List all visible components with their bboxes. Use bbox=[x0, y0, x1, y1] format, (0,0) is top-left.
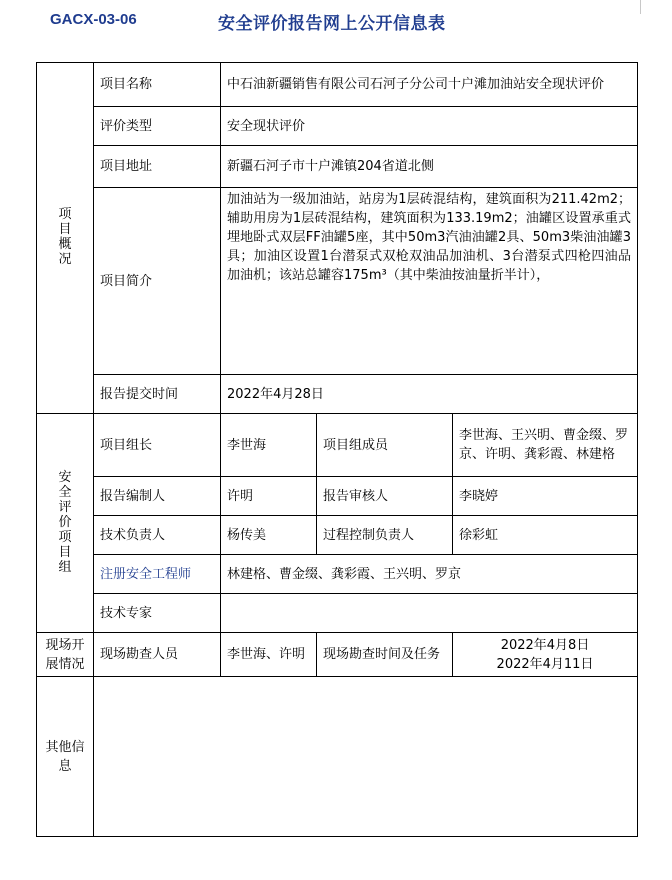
row-author bbox=[37, 477, 638, 516]
process-ctrl-value: 徐彩虹 bbox=[453, 516, 638, 555]
address-value: 新疆石河子市十户滩镇204省道北侧 bbox=[221, 146, 638, 188]
row-submit-time bbox=[37, 375, 638, 414]
author-label: 报告编制人 bbox=[94, 477, 221, 516]
eval-type-label: 评价类型 bbox=[94, 107, 221, 146]
project-name-label: 项目名称 bbox=[94, 63, 221, 107]
author-value: 许明 bbox=[221, 477, 317, 516]
row-expert bbox=[37, 594, 638, 633]
row-other bbox=[37, 677, 638, 837]
expert-value bbox=[221, 594, 638, 633]
row-eval-type bbox=[37, 107, 638, 146]
info-table bbox=[36, 62, 638, 837]
survey-staff-value: 李世海、许明 bbox=[221, 633, 317, 677]
row-project-name bbox=[37, 63, 638, 107]
address-label: 项目地址 bbox=[94, 146, 221, 188]
row-tech-lead bbox=[37, 516, 638, 555]
tech-lead-value: 杨传美 bbox=[221, 516, 317, 555]
section-site-label: 现场开展情况 bbox=[37, 633, 94, 677]
engineers-value: 林建格、曹金缀、龚彩霞、王兴明、罗京 bbox=[221, 555, 638, 594]
members-value: 李世海、王兴明、曹金缀、罗京、许明、龚彩霞、林建格 bbox=[453, 414, 638, 477]
section-other-label: 其他信息 bbox=[37, 677, 94, 837]
intro-label: 项目简介 bbox=[94, 188, 221, 375]
row-site-survey bbox=[37, 633, 638, 677]
leader-value: 李世海 bbox=[221, 414, 317, 477]
row-intro bbox=[37, 188, 638, 375]
intro-value: 加油站为一级加油站，站房为1层砖混结构，建筑面积为211.42m2；辅助用房为1层砖混结构，建筑面积为133.19m2；油罐区设置承重式埋地卧式双层FF油罐5座，其中50m3汽油油罐2具、50m3柴油油罐3具；加油区设置1台潜泵式双枪双油品加油机、3台潜泵式四枪四油品加油机；该站总罐容175m³（其中柴油按油量折半计）， bbox=[221, 188, 638, 375]
document-title: 安全评价报告网上公开信息表 bbox=[218, 14, 446, 34]
tech-lead-label: 技术负责人 bbox=[94, 516, 221, 555]
process-ctrl-label: 过程控制负责人 bbox=[317, 516, 453, 555]
reviewer-label: 报告审核人 bbox=[317, 477, 453, 516]
section-team bbox=[37, 414, 94, 633]
survey-time-value bbox=[453, 633, 638, 677]
row-engineers bbox=[37, 555, 638, 594]
eval-type-value: 安全现状评价 bbox=[221, 107, 638, 146]
section-overview-label: 项目概况 bbox=[58, 207, 72, 267]
reviewer-value: 李晓婷 bbox=[453, 477, 638, 516]
survey-time-2: 2022年4月11日 bbox=[496, 656, 594, 672]
document-code: GACX-03-06 bbox=[50, 11, 137, 28]
leader-label: 项目组长 bbox=[94, 414, 221, 477]
other-content bbox=[94, 677, 638, 837]
section-overview bbox=[37, 63, 94, 414]
members-label: 项目组成员 bbox=[317, 414, 453, 477]
survey-time-1: 2022年4月8日 bbox=[500, 637, 590, 653]
row-leader bbox=[37, 414, 638, 477]
submit-time-value: 2022年4月28日 bbox=[221, 375, 638, 414]
submit-time-label: 报告提交时间 bbox=[94, 375, 221, 414]
engineers-label: 注册安全工程师 bbox=[94, 555, 221, 594]
corner-crop-mark bbox=[640, 0, 647, 14]
survey-time-label: 现场勘查时间及任务 bbox=[317, 633, 453, 677]
survey-staff-label: 现场勘查人员 bbox=[94, 633, 221, 677]
row-address bbox=[37, 146, 638, 188]
section-team-label: 安全评价项目组 bbox=[58, 469, 72, 575]
project-name-value: 中石油新疆销售有限公司石河子分公司十户滩加油站安全现状评价 bbox=[221, 63, 638, 107]
expert-label: 技术专家 bbox=[94, 594, 221, 633]
